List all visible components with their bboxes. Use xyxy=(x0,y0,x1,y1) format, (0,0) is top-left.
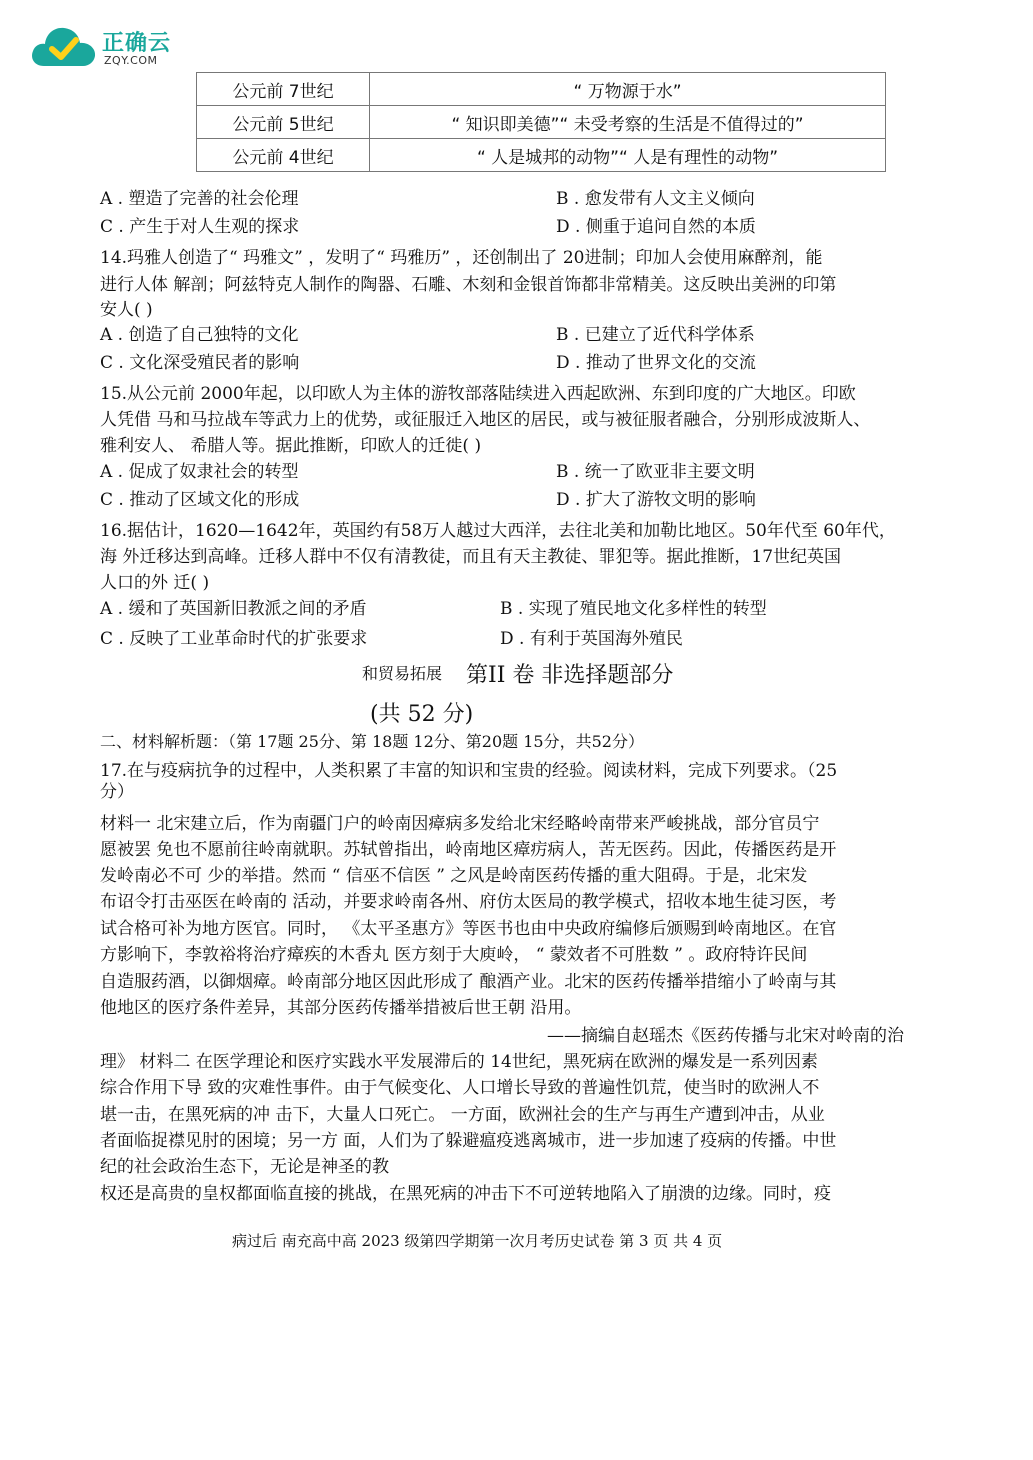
page-footer: 病过后 南充高中高 2023 级第四学期第一次月考历史试卷 第 3 页 共 4 页 xyxy=(232,1232,723,1250)
q16-stem-line: 16.据估计，1620—1642年，英国约有58万人越过大西洋，去往北美和加勒比地区。50年代至 60年代， xyxy=(100,521,896,541)
q14-option-d: D . 推动了世界文化的交流 xyxy=(556,353,756,373)
q14-option-c: C . 文化深受殖民者的影响 xyxy=(100,353,300,373)
material-line: 自造服药酒，以御烟瘴。岭南部分地区因此形成了 酿酒产业。北宋的医药传播举措缩小了岭南与其 xyxy=(100,972,837,992)
material-line: 纪的社会政治生态下，无论是神圣的教 xyxy=(100,1157,389,1177)
table-cell-quote: “ 人是城邦的动物”“ 人是有理性的动物” xyxy=(370,139,886,172)
q14-option-b: B . 已建立了近代科学体系 xyxy=(556,325,755,345)
q15-stem-line: 15.从公元前 2000年起，以印欧人为主体的游牧部落陆续进入西起欧洲、东到印度的广大地区。印欧 xyxy=(100,384,856,404)
table-cell-era: 公元前 4世纪 xyxy=(197,139,370,172)
section-instructions: 二、材料解析题：（第 17题 25分、第 18题 12分、第20题 15分，共52分） xyxy=(100,732,644,751)
table-cell-era: 公元前 5世纪 xyxy=(197,106,370,139)
q13-option-b: B . 愈发带有人文主义倾向 xyxy=(556,189,755,209)
philosophy-table xyxy=(196,72,886,172)
q15-option-b: B . 统一了欧亚非主要文明 xyxy=(556,462,755,482)
q16-stem-line: 海 外迁移达到高峰。迁移人群中不仅有清教徒，而且有天主教徒、罪犯等。据此推断，17世纪英国 xyxy=(100,547,842,567)
q13-option-d: D . 侧重于追问自然的本质 xyxy=(556,217,756,237)
material-line: 愿被罢 免也不愿前往岭南就职。苏轼曾指出，岭南地区瘴疠病人，苦无医药。因此，传播医药是开 xyxy=(100,840,837,860)
q17-stem-line: 分） xyxy=(100,782,134,802)
logo-url: ZQY.COM xyxy=(104,54,158,67)
table-row xyxy=(197,106,886,139)
q14-stem-line: 14.玛雅人创造了“ 玛雅文” ，发明了“ 玛雅历” ，还创制出了 20进制；印加人会使用麻醉剂，能 xyxy=(100,248,823,268)
q15-option-a: A . 促成了奴隶社会的转型 xyxy=(100,462,299,482)
q16-option-d: D . 有利于英国海外殖民 xyxy=(500,629,683,649)
q16-option-b: B . 实现了殖民地文化多样性的转型 xyxy=(500,599,767,619)
table-cell-era: 公元前 7世纪 xyxy=(197,73,370,106)
material-line: 权还是高贵的皇权都面临直接的挑战，在黑死病的冲击下不可逆转地陷入了崩溃的边缘。同时，疫 xyxy=(100,1184,831,1204)
section-title: 第II 卷 非选择题部分 xyxy=(466,663,674,688)
table-row xyxy=(197,139,886,172)
q14-stem-line: 进行人体 解剖；阿兹特克人制作的陶器、石雕、木刻和金银首饰都非常精美。这反映出美洲的印第 xyxy=(100,275,837,295)
logo-name: 正确云 xyxy=(102,31,172,56)
q14-stem-line: 安人( ) xyxy=(100,300,153,320)
q16-option-c: C . 反映了工业革命时代的扩张要求 xyxy=(100,629,368,649)
q15-stem-line: 雅利安人、 希腊人等。据此推断，印欧人的迁徙( ) xyxy=(100,436,482,456)
material-line: 堪一击，在黑死病的冲 击下，大量人口死亡。 一方面，欧洲社会的生产与再生产遭到冲击，从业 xyxy=(100,1105,825,1125)
q14-option-a: A . 创造了自己独特的文化 xyxy=(100,325,299,345)
q16-option-a: A . 缓和了英国新旧教派之间的矛盾 xyxy=(100,599,367,619)
material-line: 材料一 北宋建立后，作为南疆门户的岭南因瘴病多发给北宋经略岭南带来严峻挑战，部分官员宁 xyxy=(100,814,820,834)
material-line: 发岭南必不可 少的举措。然而 “ 信巫不信医 ” 之风是岭南医药传播的重大阻碍。于是，北宋发 xyxy=(100,866,808,886)
q15-option-c: C . 推动了区域文化的形成 xyxy=(100,490,300,510)
table-cell-quote: “ 万物源于水” xyxy=(370,73,886,106)
material-line: 他地区的医疗条件差异，其部分医药传播举措被后世王朝 沿用。 xyxy=(100,998,582,1018)
q15-stem-line: 人凭借 马和马拉战车等武力上的优势，或征服迁入地区的居民，或与被征服者融合，分别形成波斯人、 xyxy=(100,410,871,430)
material-line: 方影响下，李敦裕将治疗瘴疾的木香丸 医方刻于大庾岭， “ 蒙效者不可胜数 ” 。政府特许民间 xyxy=(100,945,808,965)
material-line: 者面临捉襟见肘的困境；另一方 面，人们为了躲避瘟疫逃离城市，进一步加速了疫病的传播。中世 xyxy=(100,1131,837,1151)
cloud-check-icon xyxy=(30,22,98,70)
q13-option-a: A . 塑造了完善的社会伦理 xyxy=(100,189,299,209)
table-row xyxy=(197,73,886,106)
material-source: ——摘编自赵瑶杰《医药传播与北宋对岭南的治 xyxy=(547,1026,904,1046)
q17-stem-line: 17.在与疫病抗争的过程中，人类积累了丰富的知识和宝贵的经验。阅读材料，完成下列要求。（25 xyxy=(100,761,838,781)
section-score: (共 52 分) xyxy=(370,702,474,727)
table-cell-quote: “ 知识即美德”“ 未受考察的生活是不值得过的” xyxy=(370,106,886,139)
material-line: 理》 材料二 在医学理论和医疗实践水平发展滞后的 14世纪，黑死病在欧洲的爆发是一系列因素 xyxy=(100,1052,818,1072)
q13-option-c: C . 产生于对人生观的探求 xyxy=(100,217,300,237)
section-prefix: 和贸易拓展 xyxy=(362,664,443,683)
brand-logo xyxy=(30,22,180,72)
q16-stem-line: 人口的外 迁( ) xyxy=(100,573,210,593)
material-line: 布诏令打击巫医在岭南的 活动，并要求岭南各州、府仿太医局的教学模式，招收本地生徒习医，考 xyxy=(100,892,837,912)
material-line: 综合作用下导 致的灾难性事件。由于气候变化、人口增长导致的普遍性饥荒，使当时的欧洲人不 xyxy=(100,1078,820,1098)
q15-option-d: D . 扩大了游牧文明的影响 xyxy=(556,490,756,510)
material-line: 试合格可补为地方医官。同时， 《太平圣惠方》等医书也由中央政府编修后颁赐到岭南地区。在官 xyxy=(100,919,837,939)
